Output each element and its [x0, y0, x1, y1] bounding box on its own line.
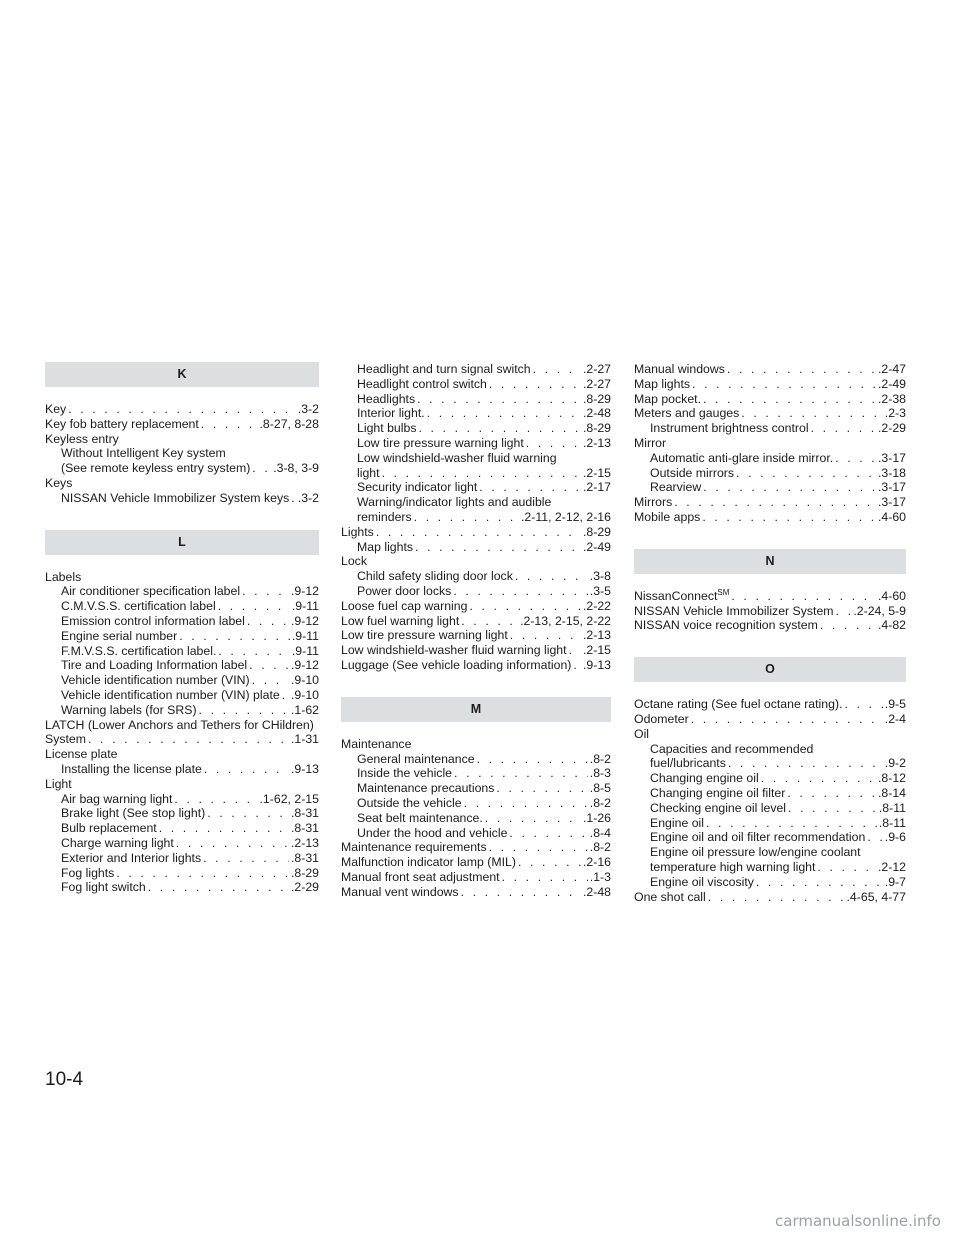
- index-entry: License plate: [45, 747, 118, 762]
- index-subentry: Changing engine oil . . . .8-12: [634, 771, 906, 786]
- index-subentry: Warning labels (for SRS) . . . .1-62: [45, 703, 319, 718]
- index-subentry: Outside the vehicle . . . .8-2: [341, 796, 611, 811]
- index-subentry: Interior light. . . . .2-48: [341, 406, 611, 421]
- index-entry: Key fob battery replacement . . . .8-27, 8-28: [45, 417, 319, 432]
- index-subentry: Headlight control switch . . . .2-27: [341, 377, 611, 392]
- index-entry: Mobile apps . . . .4-60: [634, 510, 906, 525]
- index-entry: Map pocket. . . . .2-38: [634, 392, 906, 407]
- watermark: carmanualsonline.info: [775, 1212, 941, 1230]
- index-entry: Odometer . . . .2-4: [634, 712, 906, 727]
- index-entry: One shot call . . . .4-65, 4-77: [634, 890, 906, 905]
- index-subentry: Checking engine oil level . . . .8-11: [634, 801, 906, 816]
- index-subentry: Maintenance precautions . . . .8-5: [341, 781, 611, 796]
- index-subentry: Without Intelligent Key system: [61, 446, 226, 461]
- index-entry: Mirror: [634, 435, 667, 450]
- index-subentry: F.M.V.S.S. certification label. . . . .9-11: [45, 644, 319, 659]
- index-subentry: Under the hood and vehicle . . . .8-4: [341, 826, 611, 841]
- index-subentry: Bulb replacement . . . .8-31: [45, 821, 319, 836]
- page-number: 10-4: [45, 1069, 84, 1090]
- index-entry: LATCH (Lower Anchors and Tethers for CHildren): [45, 717, 314, 732]
- index-subentry: Headlight and turn signal switch . . . .2-27: [341, 362, 611, 377]
- index-column-3: [634, 362, 906, 904]
- index-entry: Meters and gauges . . . .2-3: [634, 406, 906, 421]
- section-header-o: O: [634, 657, 906, 682]
- index-entry: Maintenance requirements . . . .8-2: [341, 840, 611, 855]
- index-subentry: Changing engine oil filter . . . .8-14: [634, 786, 906, 801]
- index-entry: Low tire pressure warning light . . . .2-13: [341, 628, 611, 643]
- index-entry: Lock: [341, 554, 367, 569]
- index-subentry: Engine oil and oil filter recommendation . . . .9-6: [634, 830, 906, 845]
- index-subentry: Air bag warning light . . . .1-62, 2-15: [45, 792, 319, 807]
- index-subentry: Child safety sliding door lock . . . .3-8: [341, 569, 611, 584]
- index-subentry: Low windshield-washer fluid warning: [357, 450, 557, 465]
- index-subentry: temperature high warning light . . . .2-12: [634, 860, 906, 875]
- index-subentry: Vehicle identification number (VIN) . . . .9-10: [45, 673, 319, 688]
- index-subentry: Outside mirrors . . . .3-18: [634, 466, 906, 481]
- index-subentry: Installing the license plate . . . .9-13: [45, 762, 319, 777]
- index-subentry: light . . . .2-15: [341, 466, 611, 481]
- index-entry: Manual vent windows . . . .2-48: [341, 885, 611, 900]
- index-entry: Manual windows . . . .2-47: [634, 362, 906, 377]
- index-entry: NISSAN voice recognition system . . . .4-82: [634, 618, 906, 633]
- section-header-l: L: [45, 530, 319, 555]
- index-entry: Labels: [45, 569, 82, 584]
- index-subentry: Rearview . . . .3-17: [634, 480, 906, 495]
- index-subentry: Engine oil pressure low/engine coolant: [650, 845, 861, 860]
- index-subentry: Capacities and recommended: [650, 741, 814, 756]
- index-subentry: Engine oil . . . .8-11: [634, 816, 906, 831]
- index-entry: Malfunction indicator lamp (MIL) . . . .2-16: [341, 855, 611, 870]
- index-subentry: NISSAN Vehicle Immobilizer System keys . . . .3-2: [45, 491, 319, 506]
- index-entry: NISSAN Vehicle Immobilizer System . . . .2-24, 5-9: [634, 604, 906, 619]
- index-entry: Octane rating (See fuel octane rating). . . . .9-5: [634, 697, 906, 712]
- index-subentry: Inside the vehicle . . . .8-3: [341, 766, 611, 781]
- index-subentry: Tire and Loading Information label . . . .9-12: [45, 658, 319, 673]
- index-subentry: Engine serial number . . . .9-11: [45, 629, 319, 644]
- index-subentry: Vehicle identification number (VIN) plate . . . .9-10: [45, 688, 319, 703]
- index-entry: System . . . .1-31: [45, 732, 319, 747]
- index-subentry: Charge warning light . . . .2-13: [45, 836, 319, 851]
- index-entry: Light: [45, 776, 72, 791]
- index-entry: Lights . . . .8-29: [341, 525, 611, 540]
- index-entry: Map lights . . . .2-49: [634, 377, 906, 392]
- section-header-m: M: [341, 697, 611, 722]
- index-subentry: Seat belt maintenance. . . . .1-26: [341, 811, 611, 826]
- index-subentry: Security indicator light . . . .2-17: [341, 480, 611, 495]
- index-entry: Manual front seat adjustment . . . .1-3: [341, 870, 611, 885]
- index-entry: Loose fuel cap warning . . . .2-22: [341, 599, 611, 614]
- index-entry: Maintenance: [341, 736, 412, 751]
- index-subentry: General maintenance . . . .8-2: [341, 752, 611, 767]
- index-column-1: [45, 362, 319, 895]
- index-column-2: [341, 362, 611, 900]
- index-subentry: Emission control information label . . . .9-12: [45, 614, 319, 629]
- index-subentry: Headlights . . . .8-29: [341, 392, 611, 407]
- index-subentry: Warning/indicator lights and audible: [357, 495, 552, 510]
- index-entry: Luggage (See vehicle loading information) . . . .9-13: [341, 658, 611, 673]
- index-subentry: C.M.V.S.S. certification label . . . .9-11: [45, 599, 319, 614]
- index-subentry: Fog lights . . . .8-29: [45, 866, 319, 881]
- index-subentry: fuel/lubricants . . . .9-2: [634, 756, 906, 771]
- index-subentry: Exterior and Interior lights . . . .8-31: [45, 851, 319, 866]
- section-header-k: K: [45, 362, 319, 387]
- index-entry: Keys: [45, 475, 73, 490]
- index-entry: Low windshield-washer fluid warning light . . . .2-15: [341, 643, 611, 658]
- index-entry: Low fuel warning light . . . .2-13, 2-15, 2-22: [341, 614, 611, 629]
- index-entry: NissanConnect℠ . . . .4-60: [634, 589, 906, 604]
- index-subentry: Light bulbs . . . .8-29: [341, 421, 611, 436]
- index-subentry: Instrument brightness control . . . .2-29: [634, 421, 906, 436]
- index-subentry: (See remote keyless entry system) . . . .3-8, 3-9: [45, 461, 319, 476]
- index-subentry: Air conditioner specification label . . . .9-12: [45, 584, 319, 599]
- index-subentry: Automatic anti-glare inside mirror. . . . .3-17: [634, 451, 906, 466]
- index-subentry: Engine oil viscosity . . . .9-7: [634, 875, 906, 890]
- index-entry: Mirrors . . . .3-17: [634, 495, 906, 510]
- index-subentry: Fog light switch . . . .2-29: [45, 880, 319, 895]
- index-subentry: reminders . . . .2-11, 2-12, 2-16: [341, 510, 611, 525]
- index-entry: Keyless entry: [45, 431, 119, 446]
- index-subentry: Brake light (See stop light) . . . .8-31: [45, 806, 319, 821]
- index-subentry: Low tire pressure warning light . . . .2-13: [341, 436, 611, 451]
- index-subentry: Power door locks . . . .3-5: [341, 584, 611, 599]
- index-subentry: Map lights . . . .2-49: [341, 540, 611, 555]
- index-entry: Oil: [634, 726, 650, 741]
- index-entry: Key . . . .3-2: [45, 402, 319, 417]
- section-header-n: N: [634, 549, 906, 574]
